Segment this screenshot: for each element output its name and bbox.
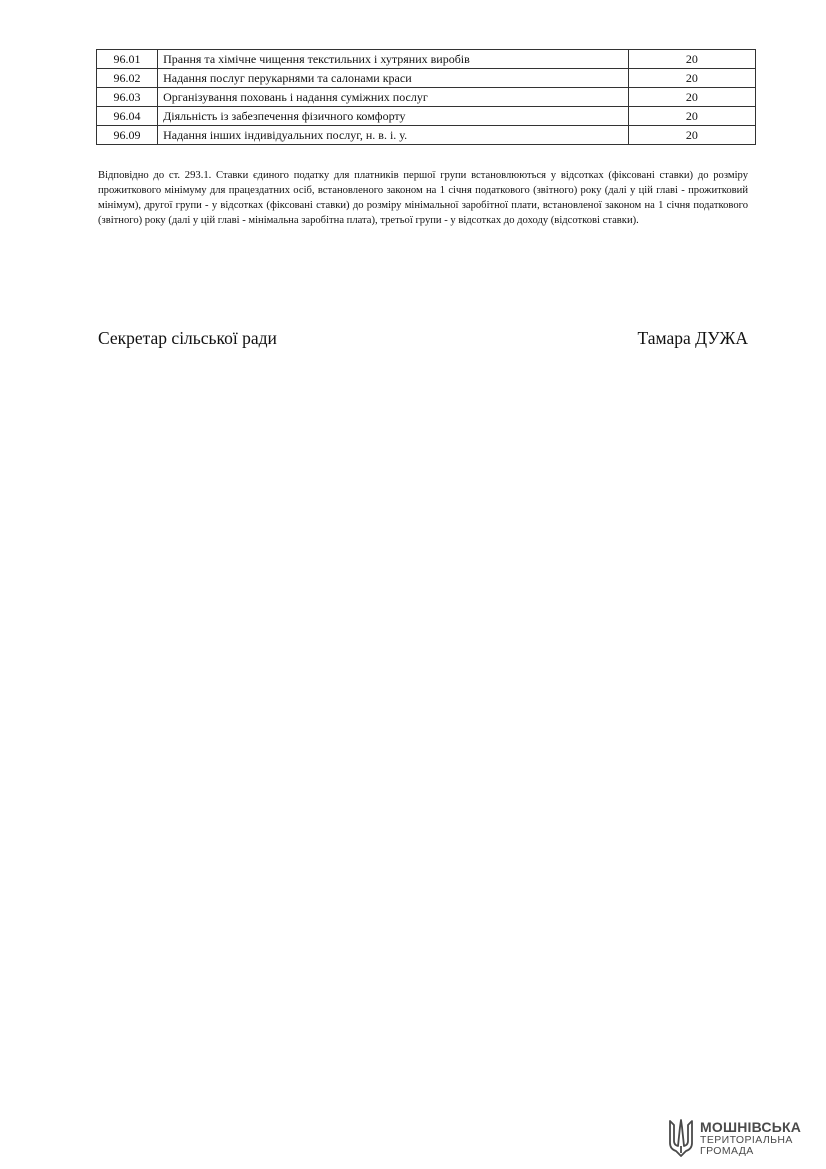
table-row — [97, 88, 756, 107]
signature-block — [98, 328, 748, 349]
row-code: 96.02 — [97, 69, 158, 88]
row-code: 96.03 — [97, 88, 158, 107]
row-code: 96.01 — [97, 50, 158, 69]
tax-rate-note: Відповідно до ст. 293.1. Ставки єдиного податку для платників першої групи встановлюються у відсотках (фіксовані ставки) до розміру прожиткового мінімуму для працездатних осіб, встановленого законом на 1 січня податкового (звітного) року (далі у цій главі - прожитковий мінімум), другої групи - у відсотках (фіксовані ставки) до розміру мінімальної заробітної плати, встановленої законом на 1 січня податкового (звітного) року (далі у цій главі - мінімальна заробітна плата), третьої групи - у відсотках до доходу (відсоткові ставки). — [98, 170, 748, 226]
table-row — [97, 107, 756, 126]
row-name: Прання та хімічне чищення текстильних і хутряних виробів — [158, 50, 629, 69]
row-name: Діяльність із забезпечення фізичного комфорту — [158, 107, 629, 126]
row-rate: 20 — [628, 88, 755, 107]
logo-line-1: МОШНІВСЬКА — [700, 1118, 802, 1135]
trident-emblem-icon — [666, 1117, 696, 1159]
row-rate: 20 — [628, 126, 755, 145]
row-name: Надання інших індивідуальних послуг, н. в. і. у. — [158, 126, 629, 145]
row-code: 96.09 — [97, 126, 158, 145]
signatory-name: Тамара ДУЖА — [637, 328, 748, 348]
table-row — [97, 50, 756, 69]
table-row — [97, 126, 756, 145]
rates-table — [96, 49, 756, 145]
row-name: Надання послуг перукарнями та салонами краси — [158, 69, 629, 88]
row-code: 96.04 — [97, 107, 158, 126]
signatory-position: Секретар сільської ради — [98, 328, 277, 348]
logo-line-2: ТЕРИТОРІАЛЬНА — [700, 1133, 793, 1146]
row-rate: 20 — [628, 69, 755, 88]
logo-line-3: ГРОМАДА — [700, 1144, 754, 1157]
community-logo — [666, 1116, 806, 1160]
row-name: Організування поховань і надання суміжних послуг — [158, 88, 629, 107]
row-rate: 20 — [628, 107, 755, 126]
logo-text — [700, 1120, 801, 1157]
row-rate: 20 — [628, 50, 755, 69]
table-row — [97, 69, 756, 88]
